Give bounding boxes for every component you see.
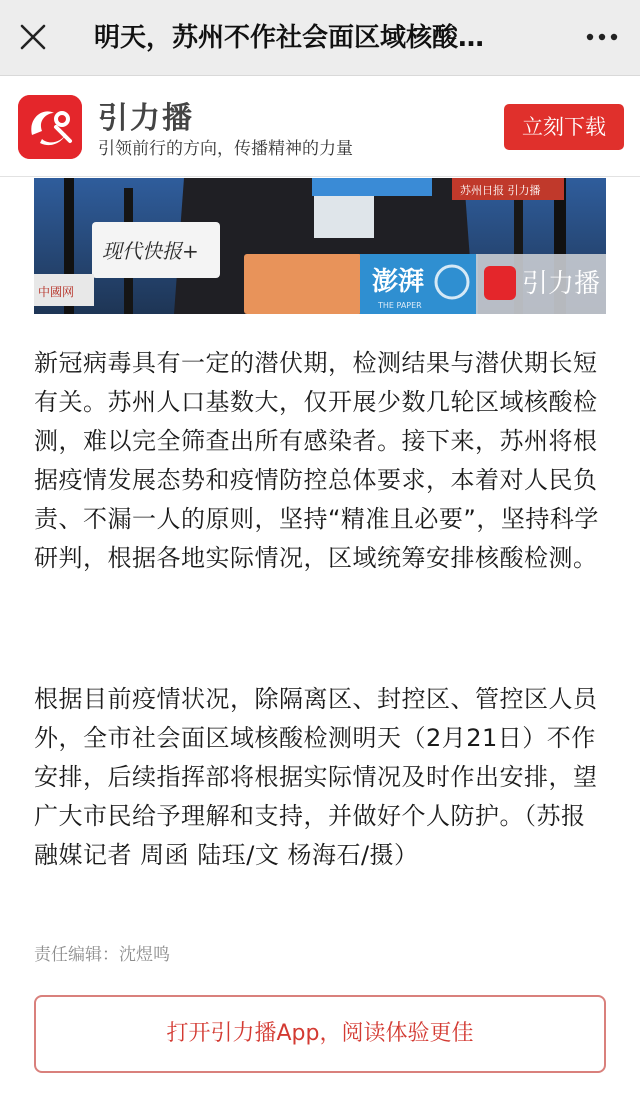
sign-china-net: 中國网 [38,285,75,299]
responsible-editor: 责任编辑：沈煜鸣 [34,945,170,965]
article-photo [34,178,606,314]
article-paragraph: 根据目前疫情状况，除隔离区、封控区、管控区人员外，全市社会面区域核酸检测明天（2月21日）不作安排，后续指挥部将根据实际情况及时作出安排，望广大市民给予理解和支持，并做好个人防护。（苏报融媒记者 周函 陆珏/文 杨海石/摄） [34,685,598,869]
press-conference-photo [34,178,606,314]
download-button[interactable]: 立刻下载 [504,104,624,150]
sign-thepaper: 澎湃 [372,267,425,297]
article-paragraph: 新冠病毒具有一定的潜伏期，检测结果与潜伏期长短有关。苏州人口基数大，仅开展少数几轮区域核酸检测，难以完全筛查出所有感染者。接下来，苏州将根据疫情发展态势和疫情防控总体要求，本着对人民负责、不漏一人的原则，坚持“精准且必要”，坚持科学研判，根据各地实际情况，区域统筹安排核酸检测。 [34,349,599,572]
app-name: 引力播 [98,101,194,136]
app-logo [18,95,82,159]
sign-thepaper-sub: THE PAPER [378,301,422,310]
more-options-icon[interactable] [584,22,620,52]
app-slogan: 引领前行的方向，传播精神的力量 [98,139,353,159]
page-title: 明天，苏州不作社会面区域核酸… [94,23,485,53]
app-logo-mark [18,95,82,159]
app-download-banner [0,77,640,177]
photo-watermark: 引力播 [522,269,601,299]
nav-bar [0,0,640,76]
sign-suzhou-daily: 苏州日报 引力播 [460,184,541,197]
close-icon[interactable] [18,22,48,52]
open-app-button[interactable]: 打开引力播App，阅读体验更佳 [34,995,606,1073]
sign-modern-express: 现代快报+ [102,239,199,263]
